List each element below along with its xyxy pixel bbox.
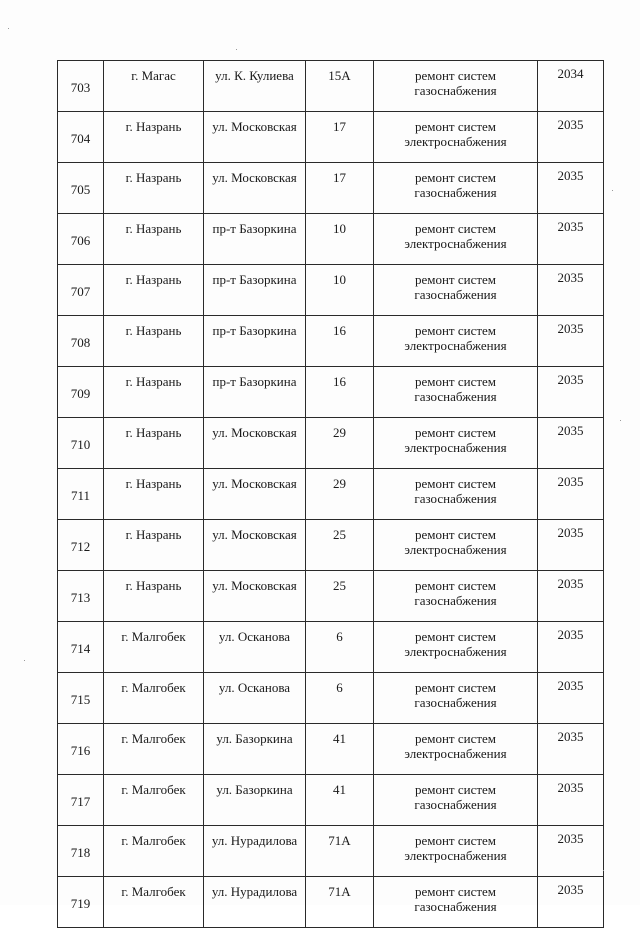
city-cell: г. Назрань (104, 265, 204, 316)
street-cell: ул. Московская (204, 520, 306, 571)
year-cell: 2035 (538, 214, 604, 265)
street-cell: ул. Осканова (204, 622, 306, 673)
house-number-cell: 6 (306, 622, 374, 673)
year-cell: 2035 (538, 724, 604, 775)
work-type-cell: ремонт систем газоснабжения (374, 61, 538, 112)
street-cell: ул. Московская (204, 112, 306, 163)
year-cell: 2035 (538, 367, 604, 418)
house-number-cell: 16 (306, 367, 374, 418)
table-row (58, 775, 604, 826)
work-type-cell: ремонт систем газоснабжения (374, 265, 538, 316)
house-number-cell: 25 (306, 571, 374, 622)
table-row (58, 265, 604, 316)
city-cell: г. Назрань (104, 418, 204, 469)
year-cell: 2035 (538, 163, 604, 214)
row-number: 711 (58, 469, 104, 520)
house-number-cell: 29 (306, 418, 374, 469)
city-cell: г. Малгобек (104, 724, 204, 775)
street-cell: ул. Нурадилова (204, 826, 306, 877)
city-cell: г. Назрань (104, 214, 204, 265)
row-number: 713 (58, 571, 104, 622)
work-type-cell: ремонт систем электроснабжения (374, 418, 538, 469)
scan-speck (603, 870, 604, 871)
house-number-cell: 41 (306, 724, 374, 775)
work-type-cell: ремонт систем газоснабжения (374, 469, 538, 520)
scan-speck (236, 49, 237, 50)
year-cell: 2035 (538, 418, 604, 469)
row-number: 717 (58, 775, 104, 826)
table-row (58, 724, 604, 775)
year-cell: 2035 (538, 826, 604, 877)
table-row (58, 112, 604, 163)
table-row (58, 877, 604, 928)
work-type-cell: ремонт систем электроснабжения (374, 622, 538, 673)
table-row (58, 826, 604, 877)
city-cell: г. Магас (104, 61, 204, 112)
street-cell: ул. Нурадилова (204, 877, 306, 928)
work-type-cell: ремонт систем электроснабжения (374, 724, 538, 775)
row-number: 715 (58, 673, 104, 724)
table-row (58, 418, 604, 469)
year-cell: 2034 (538, 61, 604, 112)
work-type-cell: ремонт систем электроснабжения (374, 112, 538, 163)
work-type-cell: ремонт систем газоснабжения (374, 673, 538, 724)
street-cell: ул. Московская (204, 163, 306, 214)
scan-speck (24, 660, 25, 661)
scan-speck (620, 420, 621, 421)
house-number-cell: 6 (306, 673, 374, 724)
city-cell: г. Назрань (104, 163, 204, 214)
house-number-cell: 25 (306, 520, 374, 571)
street-cell: пр-т Базоркина (204, 316, 306, 367)
table-row (58, 571, 604, 622)
table-row (58, 622, 604, 673)
street-cell: ул. Базоркина (204, 724, 306, 775)
street-cell: ул. К. Кулиева (204, 61, 306, 112)
row-number: 719 (58, 877, 104, 928)
row-number: 709 (58, 367, 104, 418)
table-row (58, 520, 604, 571)
work-type-cell: ремонт систем газоснабжения (374, 571, 538, 622)
city-cell: г. Назрань (104, 571, 204, 622)
city-cell: г. Назрань (104, 367, 204, 418)
year-cell: 2035 (538, 469, 604, 520)
city-cell: г. Малгобек (104, 673, 204, 724)
year-cell: 2035 (538, 775, 604, 826)
street-cell: ул. Московская (204, 418, 306, 469)
city-cell: г. Малгобек (104, 826, 204, 877)
row-number: 718 (58, 826, 104, 877)
row-number: 710 (58, 418, 104, 469)
street-cell: пр-т Базоркина (204, 265, 306, 316)
city-cell: г. Назрань (104, 316, 204, 367)
house-number-cell: 15А (306, 61, 374, 112)
house-number-cell: 41 (306, 775, 374, 826)
street-cell: ул. Московская (204, 469, 306, 520)
work-type-cell: ремонт систем газоснабжения (374, 775, 538, 826)
row-number: 714 (58, 622, 104, 673)
table-row (58, 673, 604, 724)
table-row (58, 61, 604, 112)
year-cell: 2035 (538, 673, 604, 724)
house-number-cell: 10 (306, 265, 374, 316)
year-cell: 2035 (538, 112, 604, 163)
house-number-cell: 71А (306, 877, 374, 928)
work-type-cell: ремонт систем электроснабжения (374, 826, 538, 877)
row-number: 706 (58, 214, 104, 265)
city-cell: г. Назрань (104, 112, 204, 163)
work-type-cell: ремонт систем электроснабжения (374, 214, 538, 265)
house-number-cell: 29 (306, 469, 374, 520)
table-row (58, 214, 604, 265)
row-number: 703 (58, 61, 104, 112)
city-cell: г. Малгобек (104, 622, 204, 673)
table-row (58, 367, 604, 418)
year-cell: 2035 (538, 622, 604, 673)
city-cell: г. Малгобек (104, 877, 204, 928)
house-number-cell: 71А (306, 826, 374, 877)
house-number-cell: 17 (306, 112, 374, 163)
street-cell: ул. Осканова (204, 673, 306, 724)
table-row (58, 163, 604, 214)
table-row (58, 316, 604, 367)
scan-speck (612, 190, 613, 191)
city-cell: г. Малгобек (104, 775, 204, 826)
row-number: 704 (58, 112, 104, 163)
table-body (58, 61, 604, 928)
row-number: 716 (58, 724, 104, 775)
work-type-cell: ремонт систем газоснабжения (374, 877, 538, 928)
house-number-cell: 10 (306, 214, 374, 265)
house-number-cell: 17 (306, 163, 374, 214)
row-number: 712 (58, 520, 104, 571)
row-number: 708 (58, 316, 104, 367)
work-type-cell: ремонт систем электроснабжения (374, 520, 538, 571)
house-number-cell: 16 (306, 316, 374, 367)
housing-repair-table (57, 60, 604, 928)
street-cell: ул. Базоркина (204, 775, 306, 826)
row-number: 707 (58, 265, 104, 316)
scan-speck (8, 28, 9, 29)
work-type-cell: ремонт систем газоснабжения (374, 367, 538, 418)
work-type-cell: ремонт систем электроснабжения (374, 316, 538, 367)
street-cell: пр-т Базоркина (204, 214, 306, 265)
row-number: 705 (58, 163, 104, 214)
year-cell: 2035 (538, 571, 604, 622)
year-cell: 2035 (538, 316, 604, 367)
city-cell: г. Назрань (104, 469, 204, 520)
work-type-cell: ремонт систем газоснабжения (374, 163, 538, 214)
street-cell: пр-т Базоркина (204, 367, 306, 418)
year-cell: 2035 (538, 877, 604, 928)
street-cell: ул. Московская (204, 571, 306, 622)
table-row (58, 469, 604, 520)
year-cell: 2035 (538, 265, 604, 316)
city-cell: г. Назрань (104, 520, 204, 571)
year-cell: 2035 (538, 520, 604, 571)
